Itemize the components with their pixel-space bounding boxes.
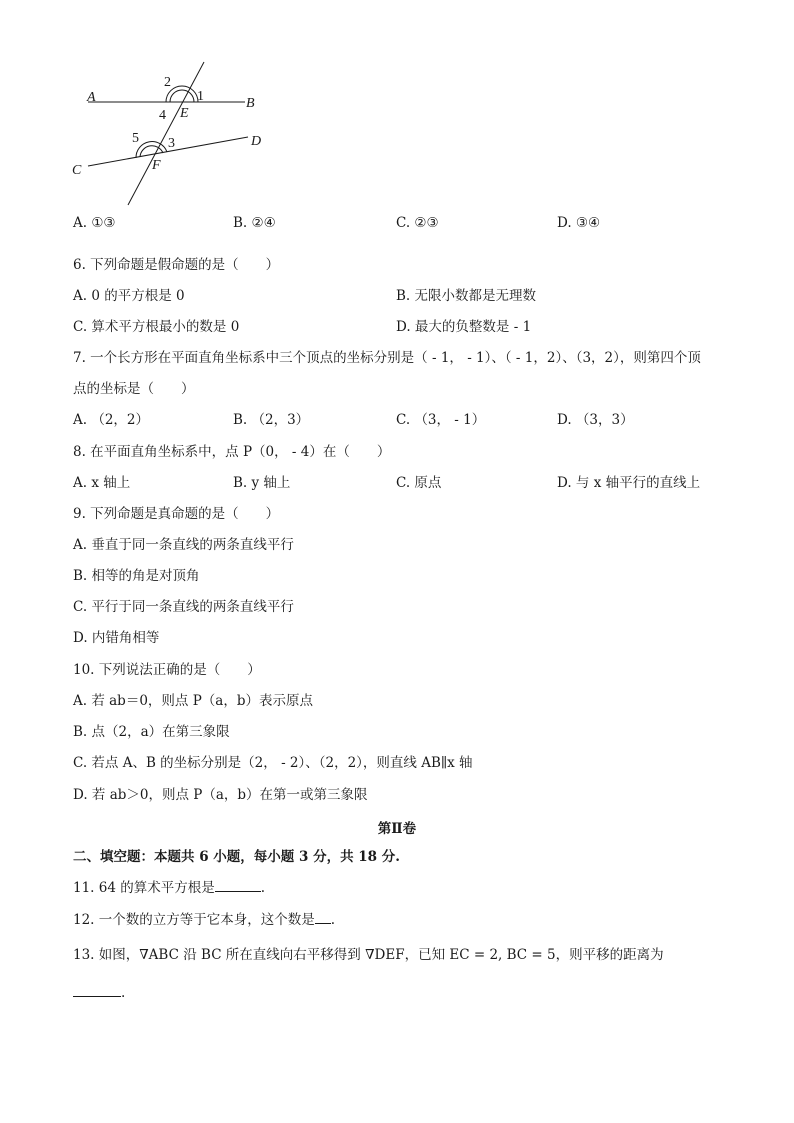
label-c: C [72, 163, 82, 178]
q10-option-a: A. 若 ab＝0，则点 P（a，b）表示原点 [73, 693, 313, 709]
q7-option-a: A. （2，2） [73, 412, 150, 428]
q12 [73, 911, 335, 929]
q10-option-d: D. 若 ab＞0，则点 P（a，b）在第一或第三象限 [73, 787, 368, 803]
q7-option-d: D. （3，3） [557, 412, 634, 428]
q9-option-b: B. 相等的角是对顶角 [73, 568, 200, 584]
q11-answer-blank[interactable] [215, 879, 261, 892]
angle-1: 1 [197, 89, 204, 104]
q6-option-a: A. 0 的平方根是 0 [73, 288, 185, 304]
q5-option-b: B. ②④ [233, 215, 276, 231]
q8-option-d: D. 与 x 轴平行的直线上 [557, 475, 701, 491]
angle-arc-e-inner [170, 90, 194, 102]
q12-answer-blank[interactable] [315, 911, 331, 924]
q6-stem: 6. 下列命题是假命题的是（ ） [73, 257, 280, 273]
angle-5: 5 [132, 131, 139, 146]
q11 [73, 879, 265, 897]
q5-option-d: D. ③④ [557, 215, 601, 231]
angle-arc-f-inner [140, 146, 163, 157]
q6-option-d: D. 最大的负整数是 - 1 [396, 319, 532, 335]
label-d: D [251, 134, 262, 149]
q9-option-c: C. 平行于同一条直线的两条直线平行 [73, 599, 294, 615]
q9-option-d: D. 内错角相等 [73, 630, 160, 646]
q7-option-b: B. （2，3） [233, 412, 310, 428]
q13-period: . [121, 985, 126, 1001]
section-title: 第Ⅱ卷 [377, 821, 417, 837]
q10-stem: 10. 下列说法正确的是（ ） [73, 662, 261, 678]
q11-period: . [260, 880, 266, 896]
q9-option-a: A. 垂直于同一条直线的两条直线平行 [73, 537, 294, 553]
q8-stem: 8. 在平面直角坐标系中，点 P（0， - 4）在（ ） [73, 444, 391, 460]
q13-answer-blank[interactable] [73, 984, 121, 997]
q10-option-b: B. 点（2，a）在第三象限 [73, 724, 230, 740]
q5-option-c: C. ②③ [396, 215, 439, 231]
q8-option-c: C. 原点 [396, 475, 442, 491]
q13-line2 [73, 984, 125, 1002]
label-f: F [152, 158, 161, 173]
q11-text: 11. 64 的算术平方根是 [73, 880, 215, 896]
q6-option-c: C. 算术平方根最小的数是 0 [73, 319, 240, 335]
q9-stem: 9. 下列命题是真命题的是（ ） [73, 506, 280, 522]
part2-heading: 二、填空题：本题共 6 小题，每小题 3 分，共 18 分. [73, 849, 400, 865]
q7-option-c: C. （3， - 1） [396, 412, 486, 428]
q12-period: . [330, 912, 336, 928]
q13-line1: 13. 如图，∇ABC 沿 BC 所在直线向右平移得到 ∇DEF，已知 EC = 2, BC = 5，则平移的距离为 [73, 947, 664, 963]
label-e: E [180, 106, 189, 121]
angle-4: 4 [159, 108, 166, 123]
q8-option-b: B. y 轴上 [233, 475, 291, 491]
q6-option-b: B. 无限小数都是无理数 [396, 288, 537, 304]
angle-3: 3 [168, 136, 175, 151]
q10-option-c: C. 若点 A、B 的坐标分别是（2， - 2）、（2，2），则直线 AB∥x 轴 [73, 755, 473, 771]
angle-2: 2 [164, 75, 171, 90]
q12-text: 12. 一个数的立方等于它本身，这个数是 [73, 912, 315, 928]
q8-option-a: A. x 轴上 [73, 475, 131, 491]
q7-stem-line1: 7. 一个长方形在平面直角坐标系中三个顶点的坐标分别是（ - 1， - 1）、（ - 1，2）、（3，2），则第四个顶 [73, 350, 701, 366]
q7-stem-line2: 点的坐标是（ ） [73, 381, 195, 397]
q5-option-a: A. ①③ [73, 215, 116, 231]
label-a: A [87, 90, 96, 105]
label-b: B [246, 96, 255, 111]
parallel-lines-figure [60, 55, 280, 215]
